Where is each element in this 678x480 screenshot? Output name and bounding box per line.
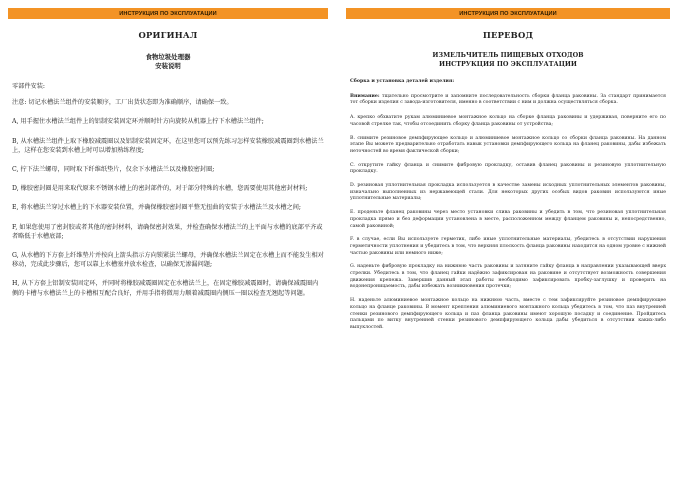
translation-step-e: E. проденьте фланец раковины через место установки слива раковины и убедить в том, что резиновая уплотнительная прокладка прямо и без деформации установлена в месте, расположенном между фланцем раковины и, непосредственно, самой раковиной; <box>350 210 666 229</box>
translation-banner: ИНСТРУКЦИЯ ПО ЭКСПЛУАТАЦИИ <box>346 8 670 19</box>
translation-note <box>350 94 666 107</box>
translation-step-f: F. в случае, если Вы используете герметик, либо иные уплотнительные материалы, убедитесь в отсутствии нарушения герметичности уплотнения и убедитесь в том, что верхняя плоскость фланца раковины находится на одном уровне с нижней частью раковины или немного ниже; <box>350 237 666 256</box>
translation-step-g: G. наденьте фибровую прокладку на нижнюю часть раковины и затяните гайку фланца в направлении указывающей вверх стрелки. Убедитесь в том, что фланец гайки надёжно зафиксирован на раковине и отсутствует возможность совершения движения крепежа. Завершив данный этап работы необходимо зафиксировать пробку-заглушку и проверить на водонепроницаемость, дабы избежать возникновения протечки; <box>350 264 666 290</box>
translation-subtitle-product: ИЗМЕЛЬЧИТЕЛЬ ПИЩЕВЫХ ОТХОДОВ <box>432 51 584 59</box>
translation-subtitle-manual: ИНСТРУКЦИЯ ПО ЭКСПЛУАТАЦИИ <box>439 60 577 68</box>
original-page <box>8 8 328 478</box>
original-content <box>8 30 328 298</box>
original-step-e: E, 将水槽法兰穿过水槽上的下水器安装位置，并确保橡胶密封圈平整无扭曲的安装于水槽法兰及水槽之间; <box>12 204 301 212</box>
original-step-b: B, 从水槽法兰组件上取下橡胶减震圈以及铝制安装固定环，在这里您可以预先练习怎样安装橡胶减震圈到水槽法兰上，这样在您安装到水槽上时可以增加熟练程度; <box>12 137 324 154</box>
original-note: 注意: 切记水槽法兰组件的安装顺序，工厂出货状态即为准确顺序，请确保一致。 <box>12 99 233 107</box>
translation-content <box>346 30 670 332</box>
translation-note-text: тщательно просмотрите и запомните последовательность сборки фланца раковины. За стандарт принимается тот сборки изделия с завода-изготовителя, именно в соответствии с ним и должна осуществляться сборка. <box>350 93 666 106</box>
original-heading: ОРИГИНАЛ <box>138 30 198 40</box>
original-step-h: H, 从下方套上铝制安装固定环，并同时将橡胶减震圈固定在水槽法兰上，在固定橡胶减震圈时，请确保减震圈内侧的卡槽与水槽法兰上的卡槽相互配合良好，并用手指将微用力顺着减震圈内侧压一圈以检查无翘起等问题。 <box>12 280 319 297</box>
translation-step-c: C. открутите гайку фланца и снимите фибровую прокладку, оставив фланец раковины и резиновую уплотнительную прокладку. <box>350 162 666 175</box>
original-step-g: G, 从水槽的下方套上纤维垫片并按向上箭头指示方向锁紧法兰螺母，并确保水槽法兰固定在水槽上而不能发生相对移动，完成此步骤后，您可以靠上水槽塞并放水检查，以确保无渗漏问题; <box>12 252 324 269</box>
original-step-c: C, 拧下法兰螺母，同时取下纤维纸垫片，仅余下水槽法兰以及橡胶密封圈; <box>12 166 215 174</box>
translation-step-b: B. снимите резиновое демпфирующее кольцо и алюминиевое монтажное кольцо со сборки фланца раковины. На данном этапе Вы можете предварительно отработать навык установки демпфирующего кольца на фланец раковины, дабы избежать неточностей во время фактической сборки; <box>350 135 666 154</box>
original-step-a: A, 用手握住水槽法兰组件上的铝制安装固定环并顺时针方向旋转从机器上拧下水槽法兰组件; <box>12 118 264 126</box>
original-banner: ИНСТРУКЦИЯ ПО ЭКСПЛУАТАЦИИ <box>8 8 328 19</box>
original-step-f: F, 如果您使用了密封胶或者其他的密封材料，请确保密封效果，并检查确保水槽法兰的上平面与水槽的底部平齐或者略低于水槽底部; <box>12 223 323 240</box>
translation-step-a: A. крепко обхватите рукам алюминиевое монтажное кольцо на сборке фланца раковины и удерживая, поверните его по часовой стрелке так, чтобы отсоединить сборку фланца раковины от устройства; <box>350 115 666 127</box>
original-step-d: D, 橡胶密封圈是用来取代原来不锈钢水槽上的密封部件的，对于部分特殊的水槽，您需要使用其他密封材料; <box>12 185 308 193</box>
translation-note-label: Внимание: <box>350 93 380 99</box>
original-subtitle-product: 食物垃圾处理器 <box>145 53 191 61</box>
translation-step-h: H. наденьте алюминиевое монтажное кольцо на нижнюю часть, вместе с тем зафиксируйте резиновое демпфирующее кольцо на фланце раковины. В момент крепления алюминиевого монтажного кольца убедитесь в том, что паз внутренней стенки резинового демпфирующего кольца и паз фланца раковины имеют хорошую посадку и соединение. Пройдитесь пальцами по витку внутренней стенки резинового демпфирующего кольца дабы убедиться в отсутствии каких-либо выпуклостей. <box>350 298 666 330</box>
original-intro: 零部件安装: <box>12 83 46 90</box>
translation-page <box>346 8 670 478</box>
original-subtitle-manual: 安装说明 <box>155 62 181 70</box>
translation-heading: ПЕРЕВОД <box>482 30 534 40</box>
translation-intro: Сборка и установка деталей изделия: <box>350 79 455 84</box>
translation-step-d: D. резиновая уплотнительная прокладка используется в качестве замены исходных уплотнительных элементов раковины, изначально выполненных из нержавеющей стали. Для некоторых других особых видов раковин используются иные уплотнительные материалы; <box>350 183 666 202</box>
